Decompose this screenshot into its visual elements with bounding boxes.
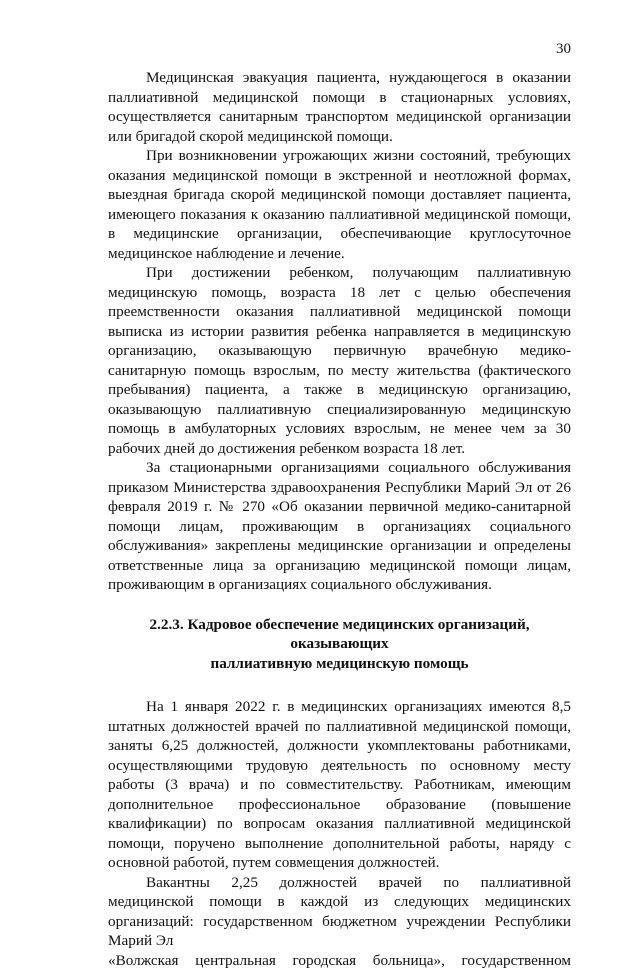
section-heading <box>108 615 571 674</box>
paragraph-vacancies-last-line: «Волжская центральная городская больница», государственном <box>108 951 571 970</box>
page-number: 30 <box>556 40 571 58</box>
document-body <box>108 68 571 970</box>
section-heading-line-2: паллиативную медицинскую помощь <box>108 654 571 674</box>
section-heading-line-1: 2.2.3. Кадровое обеспечение медицинских организаций, оказывающих <box>108 615 571 654</box>
paragraph-evacuation: Медицинская эвакуация пациента, нуждающегося в оказании паллиативной медицинской помощи в стационарных условиях, осуществляется санитарным транспортом медицинской организации или бригадой скорой медицинской помощи. <box>108 68 571 146</box>
paragraph-emergency: При возникновении угрожающих жизни состояний, требующих оказания медицинской помощи в экстренной и неотложной формах, выездная бригада скорой медицинской помощи доставляет пациента, имеющего показания к оказанию паллиативной медицинской помощи, в медицинские организации, обеспечивающие круглосуточное медицинское наблюдение и лечение. <box>108 146 571 263</box>
spacer <box>108 673 571 697</box>
paragraph-vacancies: Вакантны 2,25 должностей врачей по паллиативной медицинской помощи в каждой из следующих медицинских организаций: государственном бюджетном учреждении Республики Марий Эл <box>108 873 571 951</box>
paragraph-social-organizations: За стационарными организациями социального обслуживания приказом Министерства здравоохранения Республики Марий Эл от 26 февраля 2019 г. № 270 «Об оказании первичной медико-санитарной помощи лицам, проживающим в организациях социального обслуживания» закреплены медицинские организации и определены ответственные лица за организацию медицинской помощи лицам, проживающим в организациях социального обслуживания. <box>108 458 571 595</box>
paragraph-age-18: При достижении ребенком, получающим паллиативную медицинскую помощь, возраста 18 лет с целью обеспечения преемственности оказания паллиативной медицинской помощи выписка из истории развития ребенка направляется в медицинскую организацию, оказывающую первичную врачебную медико-санитарную помощь взрослым, по месту жительства (фактического пребывания) пациента, а также в медицинскую организацию, оказывающую паллиативную специализированную медицинскую помощь в амбулаторных условиях взрослым, не менее чем за 30 рабочих дней до достижения ребенком возраста 18 лет. <box>108 263 571 458</box>
paragraph-staffing: На 1 января 2022 г. в медицинских организациях имеются 8,5 штатных должностей врачей по паллиативной медицинской помощи, заняты 6,25 должностей, должности укомплектованы работниками, осуществляющими трудовую деятельность по основному месту работы (3 врача) и по совместительству. Работникам, имеющим дополнительное профессиональное образование (повышение квалификации) по вопросам оказания паллиативной медицинской помощи, поручено выполнение дополнительной работы, наряду с основной работой, путем совмещения должностей. <box>108 697 571 873</box>
